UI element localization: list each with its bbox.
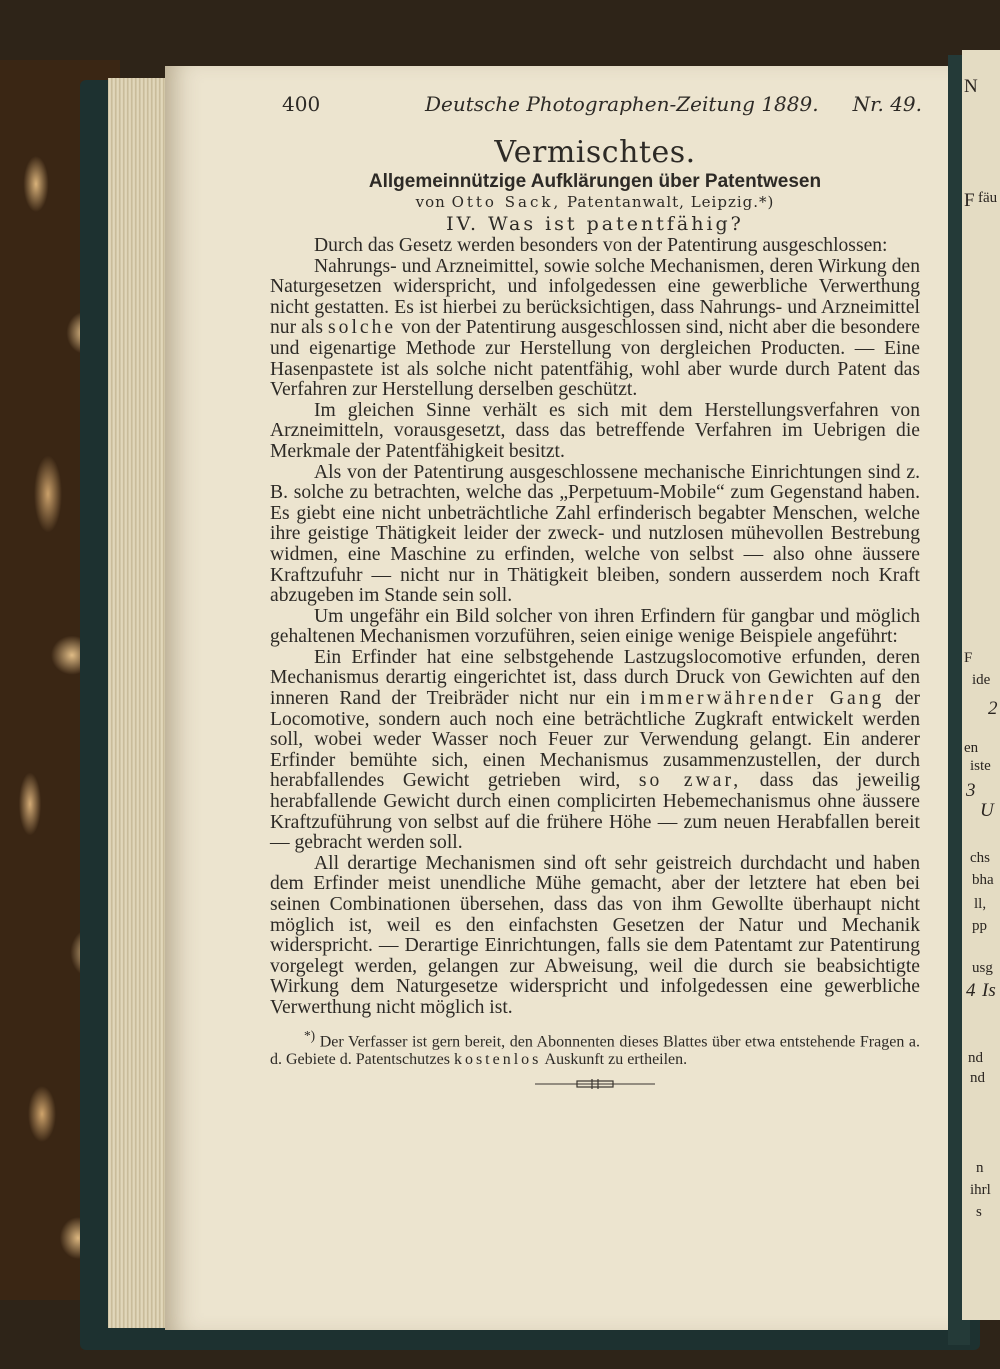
neighbor-fragment: ll,: [974, 896, 987, 912]
footnote: [270, 1027, 920, 1069]
paragraph: Als von der Patentirung ausgeschlossene mechanische Einrichtungen sind z. B. solche zu betrachten, welche das „Perpetuum-Mobile“ zum Gegenstand haben. Es giebt eine nicht unbeträchtliche Zahl erfinderisch begabter Menschen, welche ihre geistige Thätigkeit leider der zweck- und nutzlosen mühevollen Bestrebung widmen, eine Maschine zu erfinden, welche von selbst — also ohne äussere Kraftzufuhr — nicht nur in Thätigkeit bleiben, sondern ausserdem noch Kraft abzugeben im Stande sein soll.: [270, 461, 920, 607]
neighbor-fragment: F: [964, 190, 975, 211]
neighbor-fragment: usg: [972, 960, 993, 976]
emphasis-text: so zwar,: [638, 770, 742, 792]
neighbor-fragment: 2: [988, 698, 998, 719]
article-subtitle: Allgemeinnützige Aufklärungen über Patentwesen: [368, 171, 822, 192]
neighbor-fragment: N: [964, 76, 978, 97]
neighbor-fragment: ide: [972, 672, 991, 688]
page-content: [270, 88, 920, 1089]
paragraph-text: von der Patentirung ausgeschlossen sind, nicht aber die besondere und eigenartige Methode zur Herstellung von dergleichen Producten. — Eine Hasenpastete ist als solche nicht patentfähig, wohl aber wurde durch Patent das Verfahren zur Herstellung derselben geschützt.: [270, 317, 920, 401]
paragraph-text: dass das jeweilig herabfallende Gewicht durch einen complicirten Hebemechanismus ohne äussere Kraftzuführung von selbst auf die frühere Höhe — zum neuen Herabfallen bereit — gebracht werden soll.: [270, 770, 920, 854]
neighbor-fragment: s: [976, 1204, 982, 1220]
emphasis-text: solche: [328, 317, 397, 339]
paragraph: [270, 648, 920, 854]
neighbor-fragment: chs: [970, 850, 990, 866]
neighbor-fragment: U: [980, 800, 994, 821]
paragraph-text: Nahrungs- und Arzneimittel, sowie solche Mechanismen, deren Wirkung den Naturgesetzen widerspricht, und infolgedessen eine gewerbliche Verwerthung nicht gestatten. Es ist hierbei zu berücksichtigen, dass Nahrungs- und Arzneimittel nur als: [270, 255, 920, 339]
part-heading: IV. Was ist patentfähig?: [446, 213, 744, 235]
paragraph: Durch das Gesetz werden besonders von der Patentirung ausgeschlossen:: [314, 235, 888, 256]
neighbor-fragment: 4: [966, 980, 976, 1001]
neighbor-fragment: nd: [970, 1070, 985, 1086]
footnote-part: Auskunft zu ertheilen.: [544, 1050, 688, 1068]
footnote-mark: *): [304, 1027, 316, 1043]
running-header: [270, 88, 920, 128]
page-number: 400: [282, 92, 321, 116]
end-ornament: [270, 1075, 920, 1089]
paragraph: Im gleichen Sinne verhält es sich mit dem Herstellungsverfahren von Arzneimitteln, vorausgesetzt, dass das betreffende Verfahren im Uebrigen die Merkmale der Patentfähigkeit besitzt.: [270, 399, 920, 462]
article-body: [270, 236, 920, 1019]
ornament-rule: [535, 1078, 655, 1090]
byline-suffix: Patentanwalt, Leipzig.*): [567, 193, 775, 211]
neighbor-fragment: pp: [972, 918, 987, 934]
neighbor-fragment: en: [964, 740, 979, 756]
author-name: Otto Sack,: [451, 193, 562, 211]
neighbor-fragment: ihrl: [970, 1182, 991, 1198]
footnote-emphasis: kostenlos: [453, 1050, 542, 1068]
issue-number: Nr. 49.: [852, 92, 922, 116]
paragraph-text: Ein Erfinder hat eine selbstgehende Lastzugslocomotive erfunden, deren Mechanismus derartig eingerichtet ist, dass durch Druck von Gewichten auf den inneren Rand der Treibräder nicht nur ein: [270, 646, 920, 710]
neighbor-fragment: 3: [966, 780, 976, 801]
paragraph: [270, 257, 920, 401]
neighbor-fragment: bha: [972, 872, 994, 888]
footnote-part: Der Verfasser ist gern bereit, den Abonnenten dieses Blattes über etwa entstehende Fragen a. d. Gebiete d. Patentschutzes: [270, 1032, 920, 1068]
paragraph: All derartige Mechanismen sind oft sehr geistreich durchdacht und haben dem Erfinder meist unendliche Mühe gemacht, aber der letztere hat eben bei seinen Combinationen übersehen, dass das von ihm Gewollte überhaupt nicht möglich ist, weil es den einfachsten Gesetzen der Natur und Mechanik widerspricht. — Derartige Einrichtungen, falls sie dem Patentamt zur Patentirung vorgelegt werden, gelangen zur Abweisung, weil die durch sie beabsichtigte Wirkung dem Naturgesetze widerspricht und infolgedessen eine gewerbliche Verwerthung nicht möglich ist.: [270, 852, 920, 1018]
paragraph: Um ungefähr ein Bild solcher von ihren Erfindern für gangbar und möglich gehaltenen Mechanismen vorzuführen, seien einige wenige Beispiele angeführt:: [270, 605, 920, 648]
section-title: Vermischtes.: [494, 135, 696, 170]
neighbor-fragment: iste: [970, 758, 991, 774]
footnote-text: [270, 1027, 920, 1069]
neighbor-fragment: F: [964, 650, 973, 666]
paragraph-text: der Locomotive, sondern auch noch eine beträchtliche Zugkraft entwickelt werden soll, wobei weder Wasser noch Feuer zur Verwendung gelangt. Ein anderer Erfinder bemühte sich, einen Mechanismus zusammenzustellen, der durch herabfallendes Gewicht getrieben wird,: [270, 688, 920, 792]
neighbor-page-strip: [962, 50, 1000, 1320]
byline-prefix: von: [415, 193, 446, 211]
neighbor-fragment: fäu: [978, 190, 998, 206]
neighbor-fragment: Is: [982, 980, 996, 1001]
neighbor-fragment: nd: [968, 1050, 983, 1066]
byline: [270, 193, 920, 212]
journal-title: Deutsche Photographen-Zeitung 1889.: [425, 92, 819, 116]
neighbor-fragment: n: [976, 1160, 984, 1176]
emphasis-text: immerwährender Gang: [640, 688, 885, 710]
